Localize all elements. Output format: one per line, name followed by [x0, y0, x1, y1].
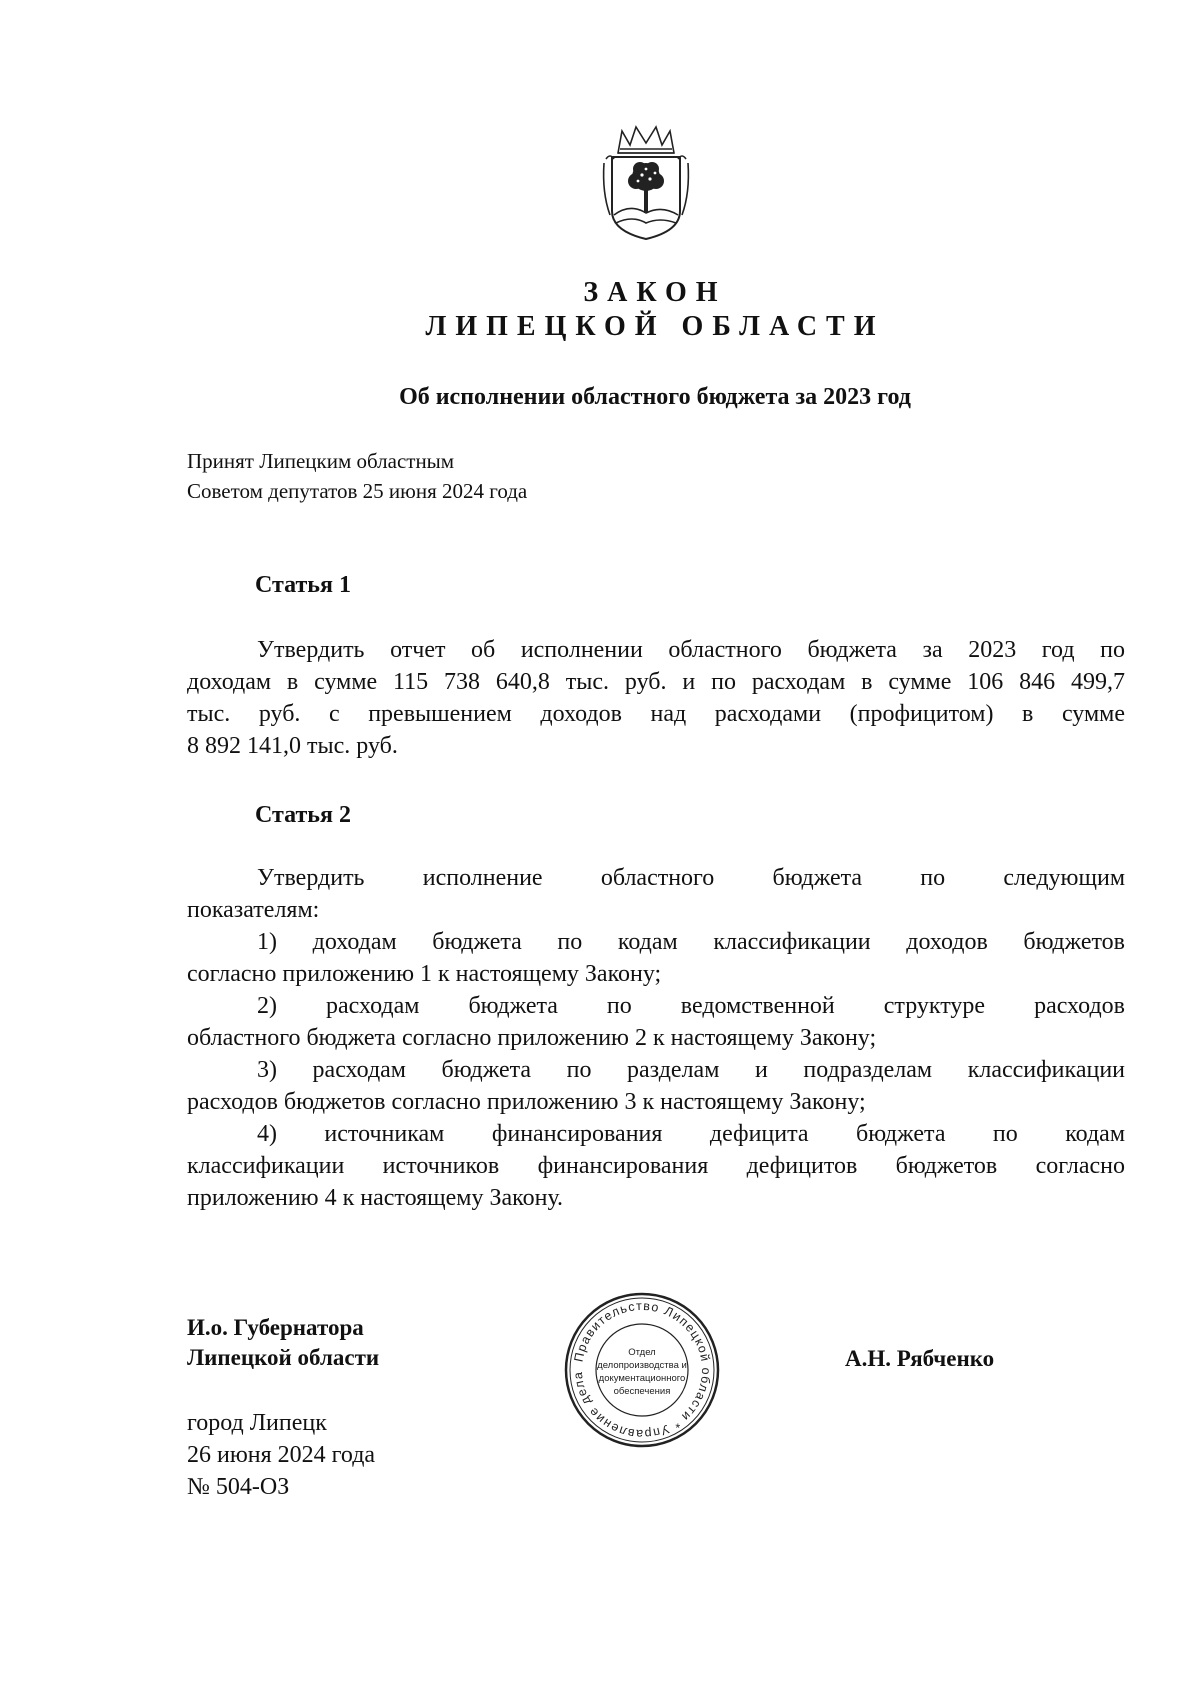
article-line: показателям:: [187, 897, 320, 923]
law-number: № 504-ОЗ: [187, 1474, 290, 1500]
list-item-continuation: областного бюджета согласно приложению 2 к настоящему Закону;: [187, 1025, 877, 1051]
article-line: 8 892 141,0 тыс. руб.: [187, 733, 398, 759]
seal-ring-text: Правительство Липецкой области * Управление дела: [570, 1298, 714, 1442]
article-line: доходам в сумме 115 738 640,8 тыс. руб. и по расходам в сумме 106 846 499,7: [187, 669, 1125, 695]
article-1-heading: Статья 1: [255, 572, 351, 598]
list-item: 1) доходам бюджета по кодам классификации доходов бюджетов: [257, 929, 1125, 955]
list-item: 2) расходам бюджета по ведомственной структуре расходов: [257, 993, 1125, 1019]
list-item: 3) расходам бюджета по разделам и подразделам классификации: [257, 1057, 1125, 1083]
seal-center-line: делопроизводства и: [597, 1360, 687, 1371]
adoption-note: [187, 446, 527, 506]
adoption-line: Принят Липецким областным: [187, 449, 455, 473]
list-item-continuation: согласно приложению 1 к настоящему Закону;: [187, 961, 662, 987]
position-line: И.о. Губернатора: [187, 1315, 364, 1340]
seal-center-line: обеспечения: [613, 1386, 671, 1397]
document-type: ЗАКОН: [583, 277, 727, 308]
article-2-body: [187, 862, 1125, 1214]
article-line: Утвердить отчет об исполнении областного бюджета за 2023 год по: [257, 637, 1125, 663]
article-line: Утвердить исполнение областного бюджета по следующим: [257, 865, 1125, 891]
list-item-continuation: приложению 4 к настоящему Закону.: [187, 1185, 564, 1211]
article-2-heading: Статья 2: [255, 802, 351, 828]
seal-center-line: документационного: [598, 1373, 686, 1384]
signatory-position: [187, 1313, 379, 1373]
article-1-body: [187, 634, 1125, 762]
coat-of-arms-icon: [600, 123, 692, 243]
list-item-continuation: классификации источников финансирования дефицитов бюджетов согласно: [187, 1153, 1125, 1179]
position-line: Липецкой области: [187, 1345, 380, 1370]
adoption-line: Советом депутатов 25 июня 2024 года: [187, 479, 528, 503]
signatory-name: А.Н. Рябченко: [845, 1346, 995, 1371]
document-title: Об исполнении областного бюджета за 2023 год: [399, 384, 911, 410]
issue-details: [187, 1407, 375, 1503]
issuing-region: ЛИПЕЦКОЙ ОБЛАСТИ: [425, 311, 885, 342]
list-item: 4) источникам финансирования дефицита бюджета по кодам: [257, 1121, 1125, 1147]
issue-city: город Липецк: [187, 1410, 327, 1436]
issue-date: 26 июня 2024 года: [187, 1442, 376, 1468]
list-item-continuation: расходов бюджетов согласно приложению 3 к настоящему Закону;: [187, 1089, 866, 1115]
article-line: тыс. руб. с превышением доходов над расходами (профицитом) в сумме: [187, 701, 1125, 727]
seal-center-line: Отдел: [628, 1347, 656, 1358]
official-seal: [562, 1290, 722, 1450]
